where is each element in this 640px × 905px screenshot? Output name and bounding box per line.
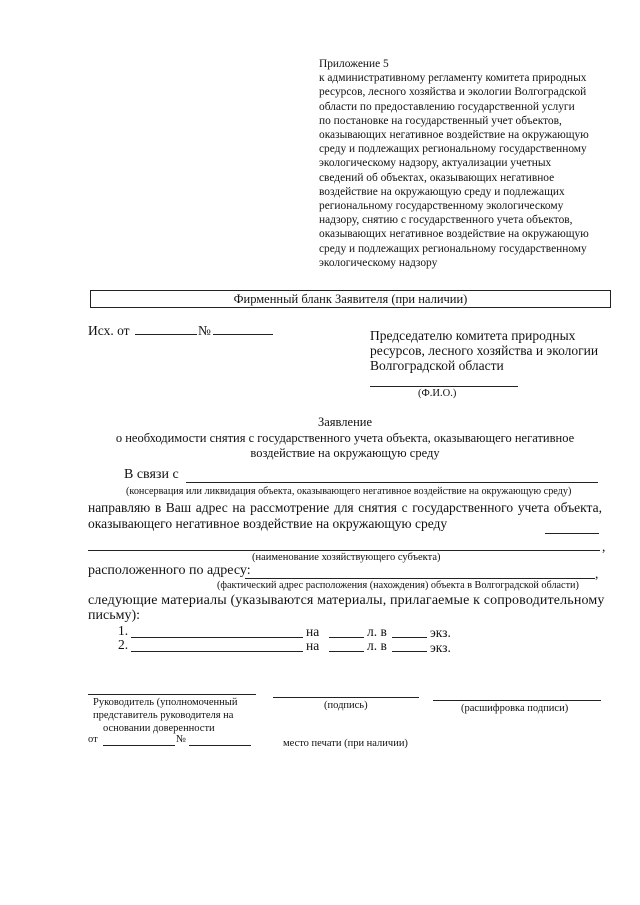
appendix-line: ресурсов, лесного хозяйства и экологии Волгоградской <box>319 86 587 99</box>
statement-title: Заявление <box>317 415 372 429</box>
material-item-number: 1. <box>118 623 129 638</box>
letterhead-label: Фирменный бланк Заявителя (при наличии) <box>233 292 468 306</box>
power-of-attorney-number-sign: № <box>176 734 187 745</box>
caption-entity: (наименование хозяйствующего субъекта) <box>252 552 441 563</box>
letterhead-box <box>90 290 611 308</box>
appendix-line: оказывающих негативное воздействие на окружающую <box>319 228 589 241</box>
caption-decryption: (расшифровка подписи) <box>461 703 569 714</box>
material-item-sheets-field[interactable] <box>329 637 364 638</box>
statement-subtitle-line2: воздействие на окружающую среду <box>250 446 440 460</box>
addressee-line: Председателю комитета природных <box>370 328 576 343</box>
caption-signature: (подпись) <box>324 700 368 711</box>
appendix-line: оказывающих негативное воздействие на окружающую <box>319 129 589 142</box>
reason-field[interactable] <box>186 482 598 483</box>
appendix-title: Приложение 5 <box>319 58 389 70</box>
power-of-attorney-from: от <box>88 734 98 745</box>
appendix-line: региональному государственному экологическому <box>319 200 564 213</box>
material-item-name-field[interactable] <box>131 651 303 652</box>
appendix-line: экологическому надзору, актуализации учетных <box>319 157 552 170</box>
poa-date-field[interactable] <box>103 745 175 746</box>
material-item-copies-label: экз. <box>430 640 451 655</box>
poa-number-field[interactable] <box>189 745 251 746</box>
request-paragraph-text: направляю в Ваш адрес на рассмотрение для снятия с государственного учета объекта, оказывающего негативное воздействие на окружающую среду <box>88 500 602 531</box>
appendix-line: области по предоставлению государственной услуги <box>319 100 575 113</box>
material-item-copies-field[interactable] <box>392 651 427 652</box>
paragraph-tail-field[interactable] <box>545 533 599 534</box>
appendix-line: воздействие на окружающую среду и подлежащих <box>319 185 565 198</box>
fio-caption: (Ф.И.О.) <box>418 388 457 399</box>
signature-field[interactable] <box>273 697 419 698</box>
material-item-number: 2. <box>118 637 129 652</box>
head-line-field[interactable] <box>88 694 256 695</box>
head-caption-line1: Руководитель (уполномоченный <box>93 697 238 708</box>
addressee-line: ресурсов, лесного хозяйства и экологии <box>370 343 599 358</box>
outgoing-prefix: Исх. от <box>88 323 130 338</box>
material-item-copies-label: экз. <box>430 625 451 640</box>
head-caption-line3: основании доверенности <box>103 723 215 734</box>
appendix-block <box>319 57 619 270</box>
request-paragraph <box>88 500 602 532</box>
material-item-sheets-label: л. в <box>367 638 387 653</box>
appendix-line: к административному регламенту комитета природных <box>319 72 587 85</box>
material-item-on: на <box>306 638 320 653</box>
materials-line1: следующие материалы (указываются материалы, прилагаемые к сопроводительному <box>88 593 605 608</box>
material-item-on: на <box>306 624 320 639</box>
caption-address: (фактический адрес расположения (нахождения) объекта в Волгоградской области) <box>217 580 579 591</box>
appendix-line: среду и подлежащих региональному государственному <box>319 143 587 156</box>
outgoing-number-field[interactable] <box>213 334 273 335</box>
appendix-line: сведений об объектах, оказывающих негативное <box>319 171 555 184</box>
appendix-line: среду и подлежащих региональному государственному <box>319 242 587 255</box>
outgoing-date-field[interactable] <box>135 334 197 335</box>
head-caption-line2: представитель руководителя на <box>93 710 234 721</box>
caption-conservation: (консервация или ликвидация объекта, оказывающего негативное воздействие на окружающую среду) <box>126 486 572 497</box>
decryption-field[interactable] <box>433 700 601 701</box>
appendix-line: экологическому надзору <box>319 256 438 269</box>
fio-field[interactable] <box>370 386 518 387</box>
material-item-copies-field[interactable] <box>392 637 427 638</box>
appendix-line: по постановке на государственный учет объектов, <box>319 114 562 127</box>
located-label: расположенного по адресу: <box>88 563 251 578</box>
materials-line2: письму): <box>88 608 140 623</box>
statement-subtitle-line1: о необходимости снятия с государственного учета объекта, оказывающего негативное <box>115 431 575 445</box>
entity-name-field[interactable] <box>88 550 600 551</box>
address-comma: , <box>595 566 599 581</box>
material-item-sheets-label: л. в <box>367 624 387 639</box>
in-connection-label: В связи с <box>124 467 179 482</box>
outgoing-number-sign: № <box>198 323 211 338</box>
addressee-line: Волгоградской области <box>370 358 504 373</box>
appendix-line: надзору, снятию с государственного учета объектов, <box>319 214 573 227</box>
entity-comma: , <box>602 539 606 554</box>
seal-caption: место печати (при наличии) <box>283 738 408 749</box>
material-item-sheets-field[interactable] <box>329 651 364 652</box>
address-field[interactable] <box>245 578 595 579</box>
material-item-name-field[interactable] <box>131 637 303 638</box>
